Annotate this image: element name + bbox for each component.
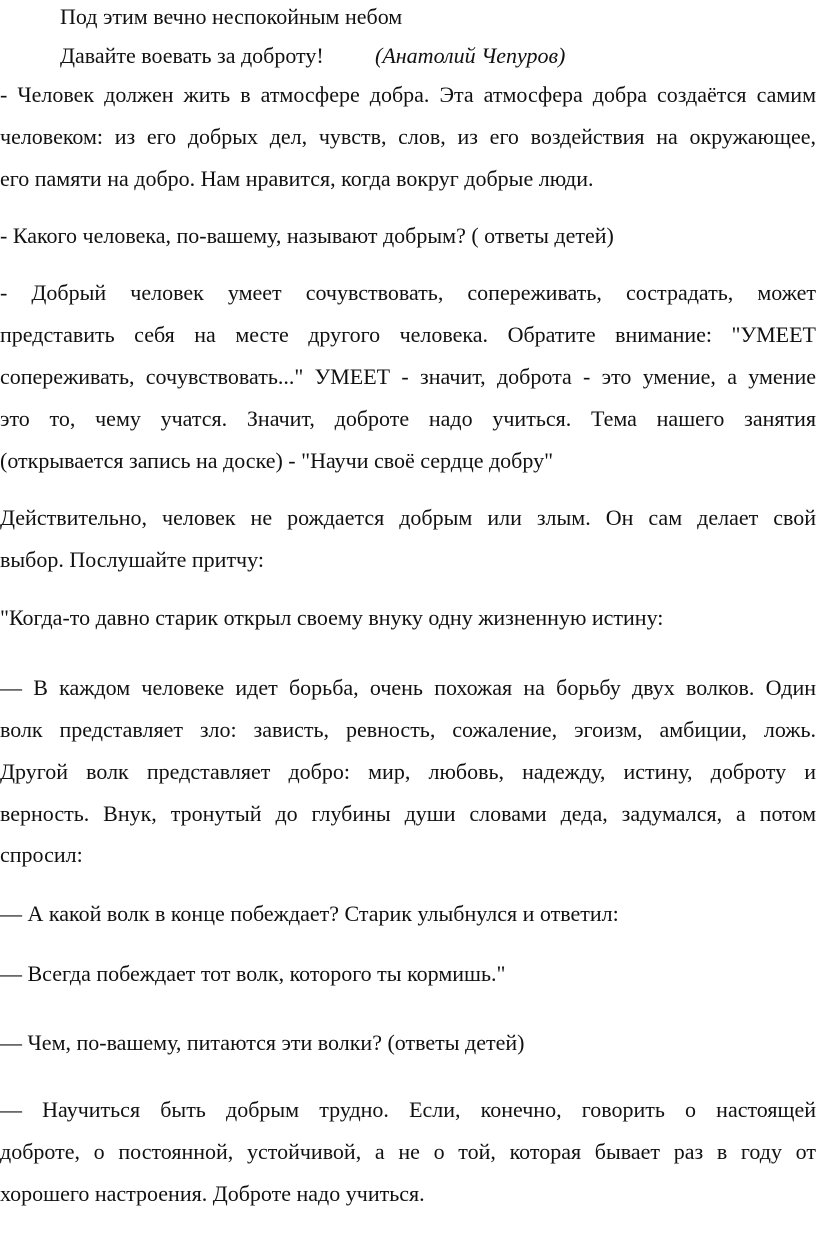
paragraph-line: "Когда-то давно старик открыл своему внуку одну жизненную истину: <box>0 605 664 630</box>
paragraph-line: хорошего настроения. Доброте надо учиться. <box>0 1181 425 1206</box>
paragraph-line: это то, чему учатся. Значит, доброте надо учиться. Тема нашего занятия <box>0 406 816 431</box>
paragraph-line: сопереживать, сочувствовать..." УМЕЕТ - значит, доброта - это умение, а умение <box>0 364 816 389</box>
paragraph-line: представить себя на месте другого человека. Обратите внимание: "УМЕЕТ <box>0 322 816 347</box>
paragraph-line: его памяти на добро. Нам нравится, когда вокруг добрые люди. <box>0 166 594 191</box>
epigraph-line-2: Давайте воевать за доброту! <box>60 43 324 68</box>
paragraph-line: — В каждом человеке идет борьба, очень похожая на борьбу двух волков. Один <box>0 675 816 700</box>
epigraph-line-1: Под этим вечно неспокойным небом <box>60 4 403 29</box>
paragraph-line: — Чем, по-вашему, питаются эти волки? (ответы детей) <box>0 1030 525 1055</box>
epigraph-author: (Анатолий Чепуров) <box>375 43 566 68</box>
paragraph-line: выбор. Послушайте притчу: <box>0 547 264 572</box>
paragraph-line: Другой волк представляет добро: мир, любовь, надежду, истину, доброту и <box>0 759 816 784</box>
paragraph-line: (открывается запись на доске) - "Научи своё сердце добру" <box>0 448 554 473</box>
paragraph-line: — Всегда побеждает тот волк, которого ты кормишь." <box>0 961 506 986</box>
paragraph-line: доброте, о постоянной, устойчивой, а не о той, которая бывает раз в году от <box>0 1139 816 1164</box>
paragraph-line: - Добрый человек умеет сочувствовать, сопереживать, сострадать, может <box>0 280 816 305</box>
paragraph-line: — Научиться быть добрым трудно. Если, конечно, говорить о настоящей <box>0 1097 816 1122</box>
paragraph-line: спросил: <box>0 842 83 867</box>
paragraph-line: Действительно, человек не рождается добрым или злым. Он сам делает свой <box>0 505 816 530</box>
paragraph-line: волк представляет зло: зависть, ревность, сожаление, эгоизм, амбиции, ложь. <box>0 717 816 742</box>
paragraph-line: - Какого человека, по-вашему, называют добрым? ( ответы детей) <box>0 223 614 248</box>
paragraph-line: - Человек должен жить в атмосфере добра. Эта атмосфера добра создаётся самим <box>0 82 816 107</box>
paragraph-line: верность. Внук, тронутый до глубины души словами деда, задумался, а потом <box>0 801 816 826</box>
paragraph-line: — А какой волк в конце побеждает? Старик улыбнулся и ответил: <box>0 901 619 926</box>
paragraph-line: человеком: из его добрых дел, чувств, слов, из его воздействия на окружающее, <box>0 124 816 149</box>
